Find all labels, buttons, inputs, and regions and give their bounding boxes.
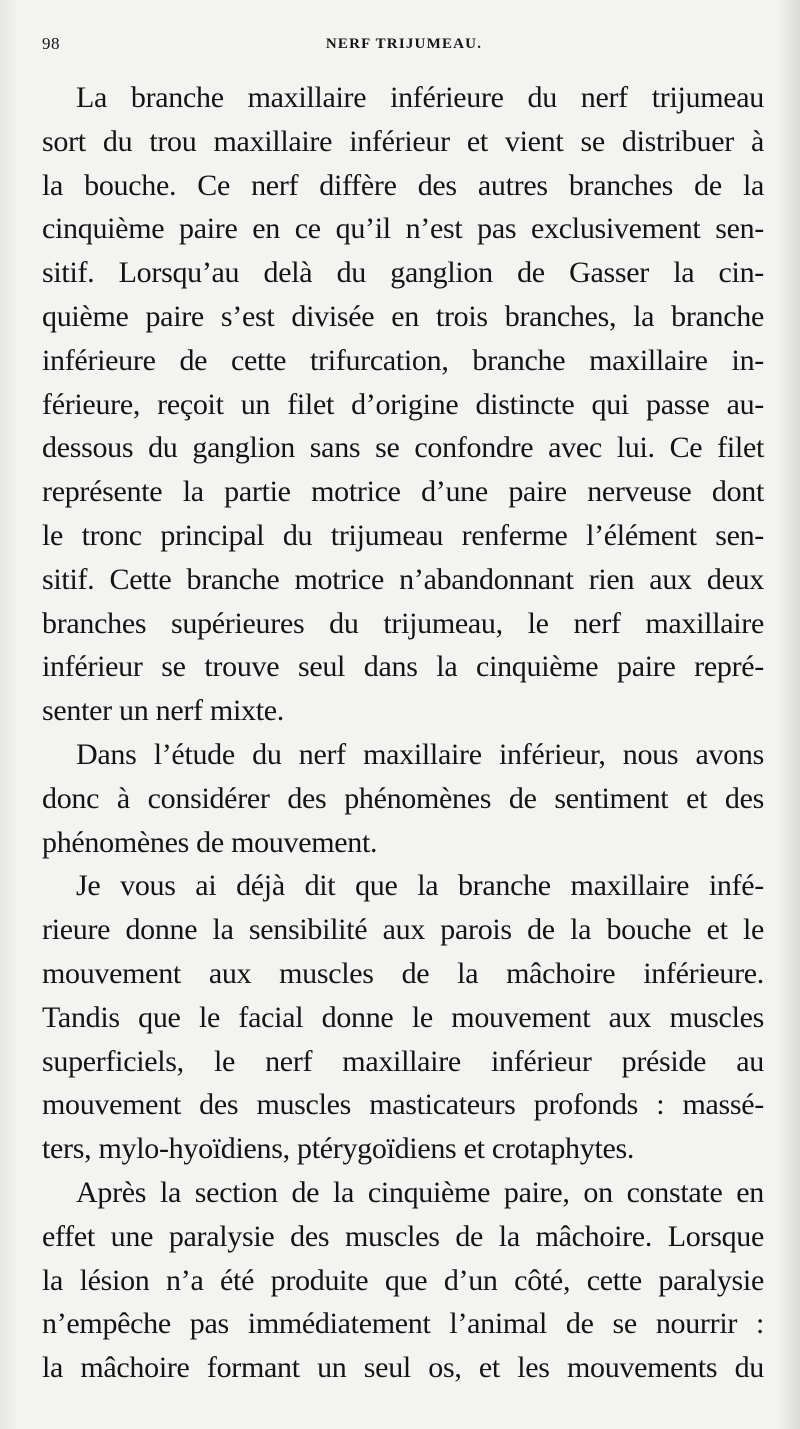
text-line: cinquième paire en ce qu’il n’est pas exclusivement sen- <box>42 212 764 246</box>
paragraph-4 <box>42 1171 764 1390</box>
text-line: senter un nerf mixte. <box>42 694 284 728</box>
text-line: dessous du ganglion sans se confondre avec lui. Ce filet <box>42 431 764 465</box>
paragraph-1 <box>42 76 764 733</box>
text-line: Tandis que le facial donne le mouvement aux muscles <box>42 1000 764 1034</box>
text-line: Dans l’étude du nerf maxillaire inférieur, nous avons <box>76 737 764 771</box>
text-line: la lésion n’a été produite que d’un côté, cette paralysie <box>42 1263 764 1297</box>
text-line: inférieur se trouve seul dans la cinquième paire repré- <box>42 650 764 684</box>
text-line: donc à considérer des phénomènes de sentiment et des <box>42 781 764 815</box>
page-number: 98 <box>42 34 60 53</box>
text-line: la bouche. Ce nerf diffère des autres branches de la <box>42 168 764 202</box>
text-line: mouvement aux muscles de la mâchoire inférieure. <box>42 956 764 990</box>
text-line: La branche maxillaire inférieure du nerf trijumeau <box>76 81 764 114</box>
text-line: sitif. Cette branche motrice n’abandonnant rien aux deux <box>42 562 764 596</box>
text-line: Je vous ai déjà dit que la branche maxillaire infé- <box>76 869 764 903</box>
text-line: quième paire s’est divisée en trois branches, la branche <box>42 299 764 333</box>
text-line: effet une paralysie des muscles de la mâchoire. Lorsque <box>42 1219 764 1253</box>
text-line: le tronc principal du trijumeau renferme l’élément sen- <box>42 518 764 552</box>
text-line: mouvement des muscles masticateurs profonds : massé- <box>42 1088 764 1122</box>
text-line: Après la section de la cinquième paire, on constate en <box>76 1175 764 1209</box>
text-line: représente la partie motrice d’une paire nerveuse dont <box>42 475 764 509</box>
text-line: inférieure de cette trifurcation, branche maxillaire in- <box>42 343 764 377</box>
running-title: NERF TRIJUMEAU. <box>325 36 483 52</box>
body-text <box>42 76 764 1390</box>
paragraph-3 <box>42 864 764 1171</box>
text-line: branches supérieures du trijumeau, le nerf maxillaire <box>42 606 764 640</box>
text-line: rieure donne la sensibilité aux parois de la bouche et le <box>42 913 764 947</box>
text-line: phénomènes de mouvement. <box>42 825 378 859</box>
text-line: sort du trou maxillaire inférieur et vient se distribuer à <box>42 124 764 158</box>
text-line: superficiels, le nerf maxillaire inférieur préside au <box>42 1044 764 1078</box>
page-header <box>40 34 768 58</box>
text-line: ters, mylo-hyoïdiens, ptérygoïdiens et crotaphytes. <box>42 1132 635 1166</box>
text-line: n’empêche pas immédiatement l’animal de se nourrir : <box>42 1307 764 1341</box>
paragraph-2 <box>42 733 764 864</box>
text-line: sitif. Lorsqu’au delà du ganglion de Gasser la cin- <box>42 256 764 290</box>
text-line: férieure, reçoit un filet d’origine distincte qui passe au- <box>42 387 764 421</box>
text-line: la mâchoire formant un seul os, et les mouvements du <box>42 1351 764 1385</box>
